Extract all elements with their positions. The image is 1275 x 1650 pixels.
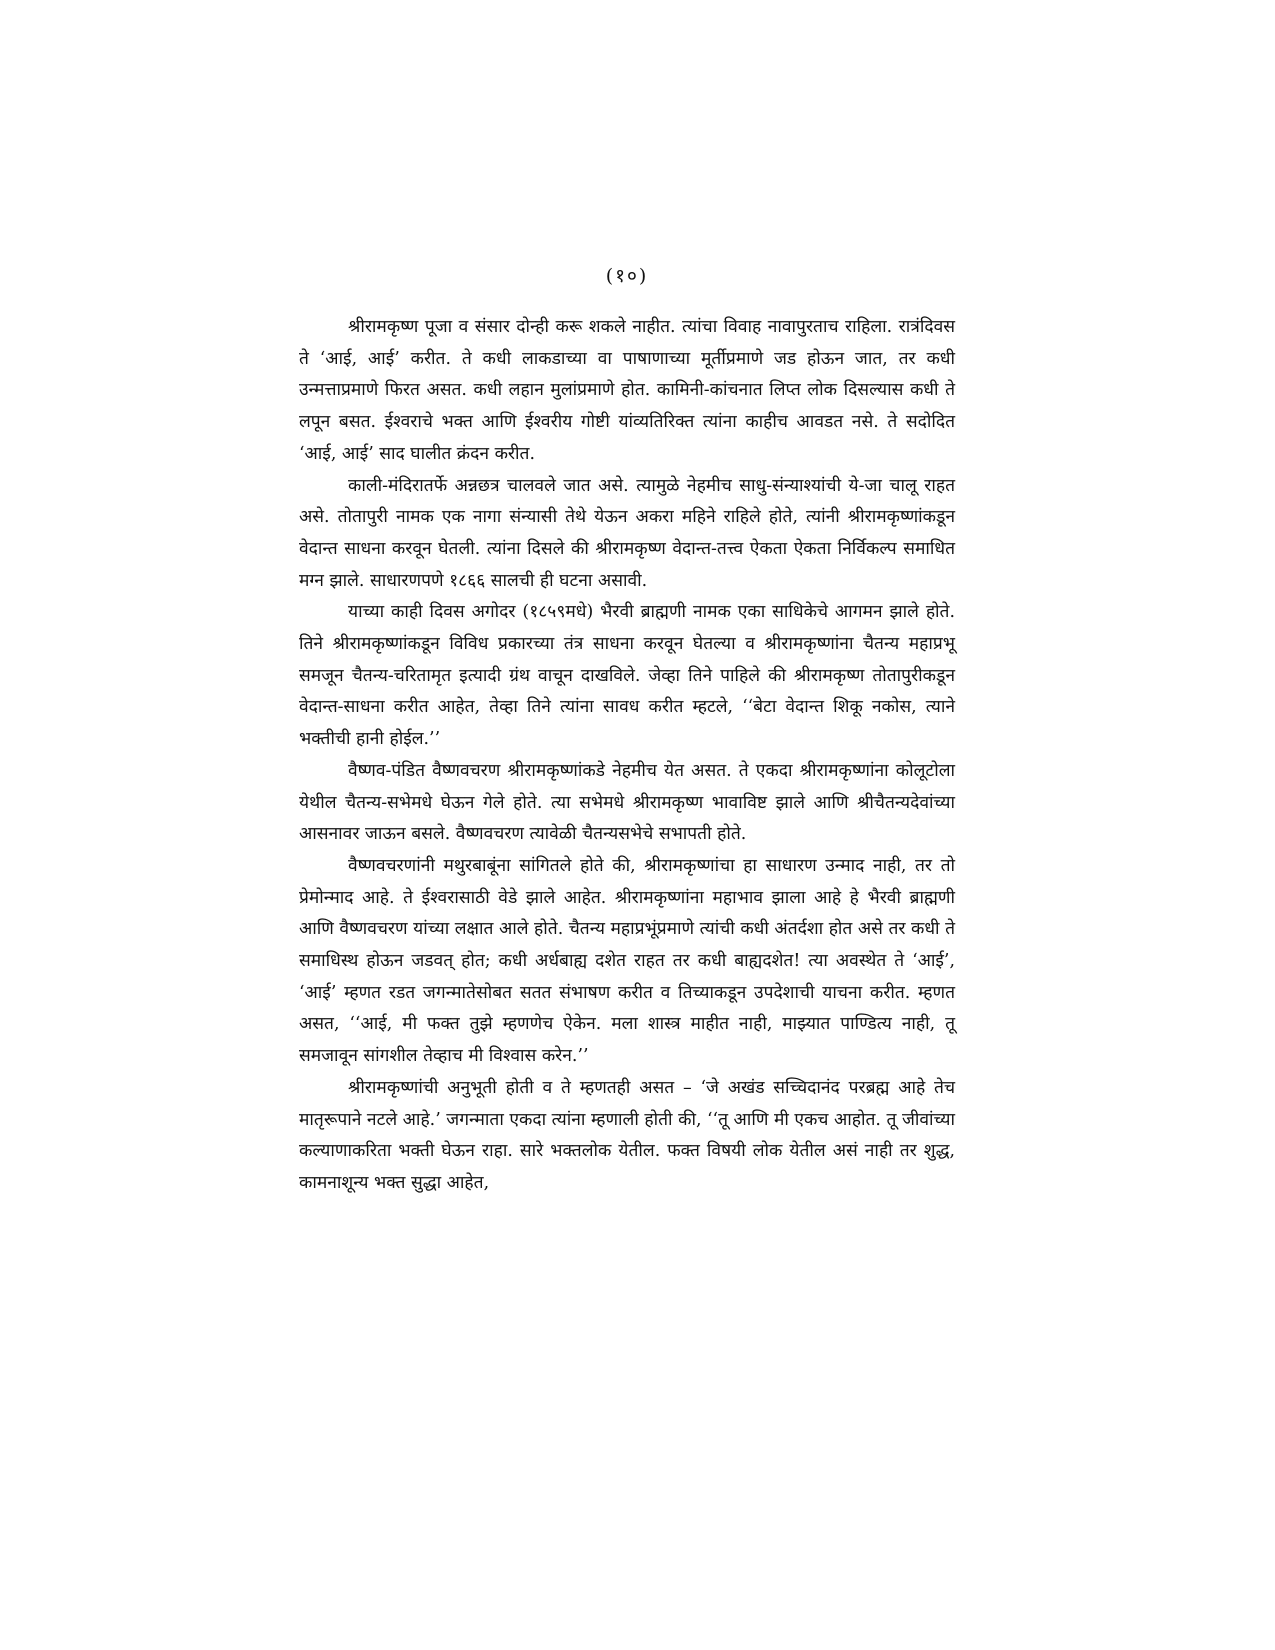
paragraph-1: श्रीरामकृष्ण पूजा व संसार दोन्ही करू शकले नाहीत. त्यांचा विवाह नावापुरताच राहिला. रात्रंदिवस ते ‘आई, आई’ करीत. ते कधी लाकडाच्या वा पाषाणाच्या मूर्तीप्रमाणे जड होऊन जात, तर कधी उन्मत्ताप्रमाणे फिरत असत. कधी लहान मुलांप्रमाणे होत. कामिनी-कांचनात लिप्त लोक दिसल्यास कधी ते लपून बसत. ईश्वराचे भक्त आणि ईश्वरीय गोष्टी यांव्यतिरिक्त त्यांना काहीच आवडत नसे. ते सदोदित ‘आई, आई’ साद घालीत क्रंदन करीत.: [299, 317, 955, 464]
paragraph-2: काली-मंदिरातर्फे अन्नछत्र चालवले जात असे. त्यामुळे नेहमीच साधु-संन्याश्यांची ये-जा चालू राहत असे. तोतापुरी नामक एक नागा संन्यासी तेथे येऊन अकरा महिने राहिले होते, त्यांनी श्रीरामकृष्णांकडून वेदान्त साधना करवून घेतली. त्यांना दिसले की श्रीरामकृष्ण वेदान्त-तत्त्व ऐकता ऐकता निर्विकल्प समाधित मग्न झाले. साधारणपणे १८६६ सालची ही घटना असावी.: [299, 475, 955, 591]
paragraph-4: वैष्णव-पंडित वैष्णवचरण श्रीरामकृष्णांकडे नेहमीच येत असत. ते एकदा श्रीरामकृष्णांना कोलूटोला येथील चैतन्य-सभेमधे घेऊन गेले होते. त्या सभेमधे श्रीरामकृष्ण भावाविष्ट झाले आणि श्रीचैतन्यदेवांच्या आसनावर जाऊन बसले. वैष्णवचरण त्यावेळी चैतन्यसभेचे सभापती होते.: [299, 760, 955, 845]
document-page: [299, 262, 955, 1200]
paragraph-5: वैष्णवचरणांनी मथुरबाबूंना सांगितले होते की, श्रीरामकृष्णांचा हा साधारण उन्माद नाही, तर तो प्रेमोन्माद आहे. ते ईश्वरासाठी वेडे झाले आहेत. श्रीरामकृष्णांना महाभाव झाला आहे हे भैरवी ब्राह्मणी आणि वैष्णवचरण यांच्या लक्षात आले होते. चैतन्य महाप्रभूंप्रमाणे त्यांची कधी अंतर्दशा होत असे तर कधी ते समाधिस्थ होऊन जडवत् होत; कधी अर्धबाह्य दशेत राहत तर कधी बाह्यदशेत! त्या अवस्थेत ते ‘आई’, ‘आई’ म्हणत रडत जगन्मातेसोबत सतत संभाषण करीत व तिच्याकडून उपदेशाची याचना करीत. म्हणत असत, ‘‘आई, मी फक्त तुझे म्हणणेच ऐकेन. मला शास्त्र माहीत नाही, माझ्यात पाण्डित्य नाही, तू समजावून सांगशील तेव्हाच मी विश्वास करेन.’’: [299, 855, 955, 1067]
page-number: (१०): [605, 265, 649, 287]
paragraph-3: याच्या काही दिवस अगोदर (१८५९मधे) भैरवी ब्राह्मणी नामक एका साधिकेचे आगमन झाले होते. तिने श्रीरामकृष्णांकडून विविध प्रकारच्या तंत्र साधना करवून घेतल्या व श्रीरामकृष्णांना चैतन्य महाप्रभू समजून चैतन्य-चरितामृत इत्यादी ग्रंथ वाचून दाखविले. जेव्हा तिने पाहिले की श्रीरामकृष्ण तोतापुरीकडून वेदान्त-साधना करीत आहेत, तेव्हा तिने त्यांना सावध करीत म्हटले, ‘‘बेटा वेदान्त शिकू नकोस, त्याने भक्तीची हानी होईल.’’: [299, 602, 955, 750]
paragraph-6: श्रीरामकृष्णांची अनुभूती होती व ते म्हणतही असत – ‘जे अखंड सच्चिदानंद परब्रह्म आहे तेच मातृरूपाने नटले आहे.’ जगन्माता एकदा त्यांना म्हणाली होती की, ‘‘तू आणि मी एकच आहोत. तू जीवांच्या कल्याणाकरिता भक्ती घेऊन राहा. सारे भक्तलोक येतील. फक्त विषयी लोक येतील असं नाही तर शुद्ध, कामनाशून्य भक्त सुद्धा आहेत,: [299, 1077, 955, 1193]
